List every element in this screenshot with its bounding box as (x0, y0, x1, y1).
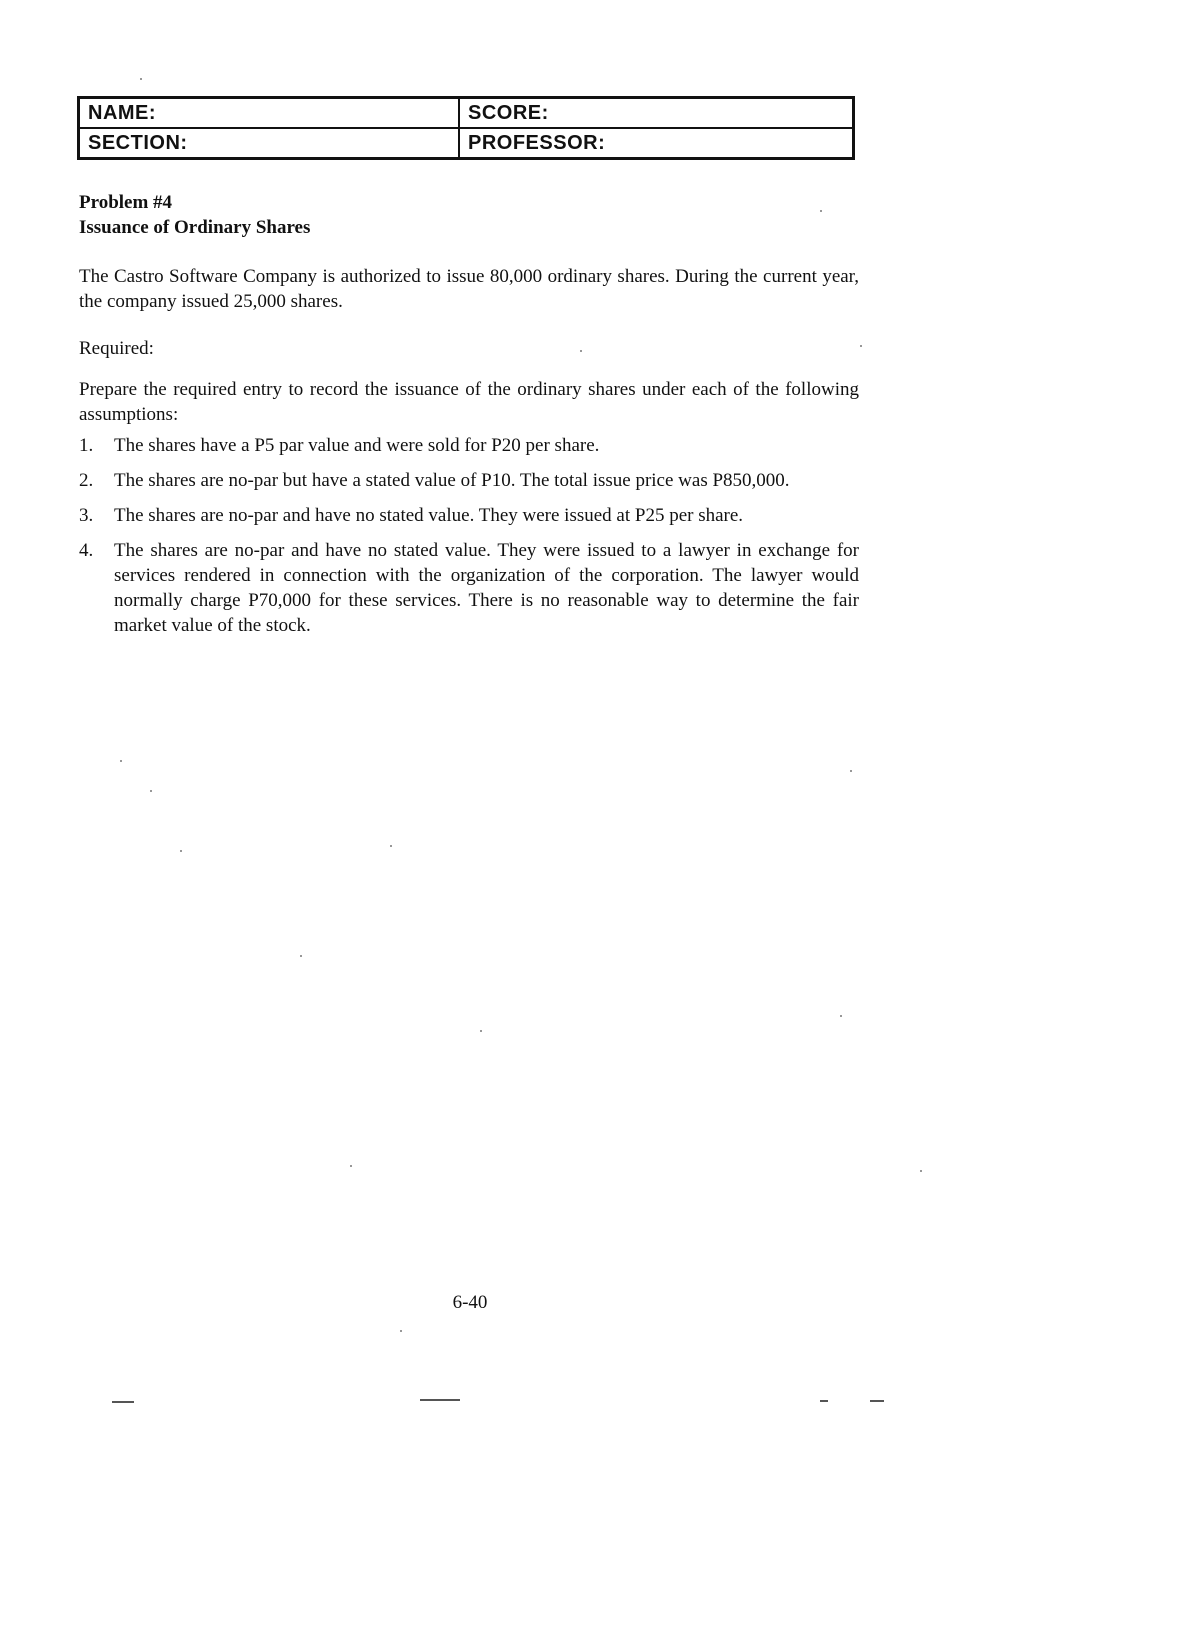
section-label: SECTION: (79, 128, 460, 159)
scan-speck (920, 1170, 922, 1172)
scan-speck (840, 1015, 842, 1017)
list-item (79, 433, 859, 458)
scan-dash (112, 1401, 134, 1403)
scan-speck (820, 210, 822, 212)
scan-dash (870, 1400, 884, 1402)
scan-speck (850, 770, 852, 772)
problem-intro: The Castro Software Company is authorized to issue 80,000 ordinary shares. During the current year, the company issued 25,000 shares. (79, 266, 859, 312)
list-item-text: The shares are no-par and have no stated value. They were issued to a lawyer in exchange for services rendered in connection with the organization of the corporation. The lawyer would normally charge P70,000 for these services. There is no reasonable way to determine the fair market value of the stock. (114, 540, 859, 636)
scan-speck (150, 790, 152, 792)
scan-speck (390, 845, 392, 847)
list-item-text: The shares are no-par but have a stated value of P10. The total issue price was P850,000. (114, 470, 790, 491)
list-item (79, 538, 859, 638)
problem-number: Problem #4 (79, 192, 173, 213)
scan-speck (180, 850, 182, 852)
list-item-number: 4. (79, 540, 94, 561)
required-label: Required: (79, 338, 154, 359)
scan-dash (420, 1399, 460, 1401)
student-info-header (77, 96, 855, 160)
list-item-number: 2. (79, 470, 94, 491)
problem-content (79, 190, 859, 648)
header-row-2 (79, 128, 854, 159)
name-label: NAME: (79, 98, 460, 129)
scan-speck (300, 955, 302, 957)
scan-speck (480, 1030, 482, 1032)
list-item (79, 468, 859, 493)
problem-title: Issuance of Ordinary Shares (79, 217, 311, 238)
requirements-list (79, 433, 859, 638)
scan-speck (860, 345, 862, 347)
professor-label: PROFESSOR: (459, 128, 854, 159)
scan-speck (400, 1330, 402, 1332)
list-item-number: 1. (79, 435, 94, 456)
list-item-number: 3. (79, 505, 94, 526)
scan-speck (140, 78, 142, 80)
instructions: Prepare the required entry to record the issuance of the ordinary shares under each of the following assumptions: (79, 379, 859, 425)
scan-speck (350, 1165, 352, 1167)
list-item-text: The shares have a P5 par value and were sold for P20 per share. (114, 435, 600, 456)
list-item (79, 503, 859, 528)
header-row-1 (79, 98, 854, 129)
score-label: SCORE: (459, 98, 854, 129)
scan-speck (120, 760, 122, 762)
list-item-text: The shares are no-par and have no stated value. They were issued at P25 per share. (114, 505, 744, 526)
scan-dash (820, 1400, 828, 1402)
scan-speck (580, 350, 582, 352)
page-number: 6-40 (452, 1292, 488, 1313)
